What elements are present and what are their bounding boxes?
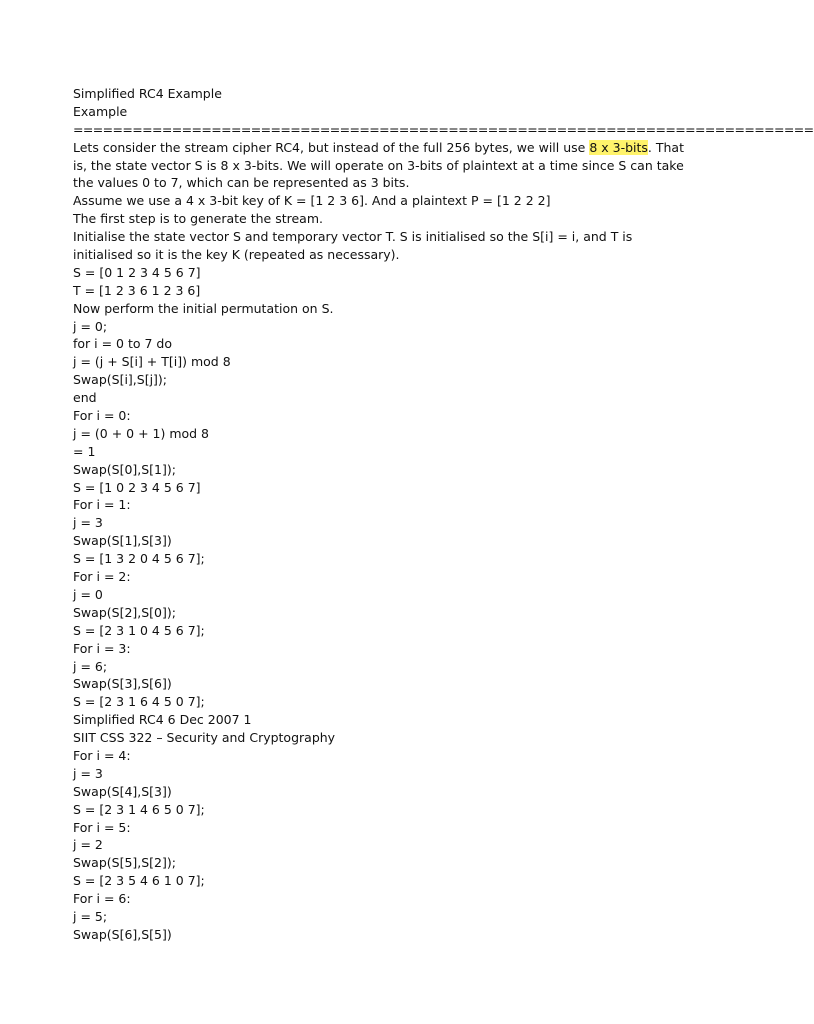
text-line: S = [1 0 2 3 4 5 6 7]: [73, 479, 201, 495]
text-line: Initialise the state vector S and temporary vector T. S is initialised so the S[i] = i, and T is: [73, 229, 633, 245]
text-line: For i = 0:: [73, 408, 131, 424]
text-line: S = [2 3 5 4 6 1 0 7];: [73, 873, 205, 889]
text-line: = 1: [73, 443, 96, 459]
text-line: Now perform the initial permutation on S.: [73, 300, 334, 316]
text-line: j = 0;: [73, 318, 108, 334]
text-line: For i = 6:: [73, 891, 131, 907]
text-line: j = 6;: [73, 658, 108, 674]
intro-text-pre: Lets consider the stream cipher RC4, but instead of the full 256 bytes, we will use: [73, 139, 590, 155]
text-line: for i = 0 to 7 do: [73, 336, 173, 352]
text-line: j = 3: [73, 765, 103, 781]
text-line: Swap(S[3],S[6]): [73, 676, 172, 692]
text-line: SIIT CSS 322 – Security and Cryptography: [73, 730, 336, 746]
text-line: Swap(S[i],S[j]);: [73, 372, 168, 388]
text-line: Swap(S[4],S[3]): [73, 783, 172, 799]
text-line: Simplified RC4 6 Dec 2007 1: [73, 712, 252, 728]
text-line: Swap(S[6],S[5]): [73, 926, 172, 942]
text-line: S = [0 1 2 3 4 5 6 7]: [73, 264, 201, 280]
text-line: S = [1 3 2 0 4 5 6 7];: [73, 551, 205, 567]
text-line: j = 2: [73, 837, 103, 853]
intro-line-3: the values 0 to 7, which can be represented as 3 bits.: [73, 175, 410, 191]
document-subtitle: Example: [73, 103, 128, 119]
text-line: For i = 5:: [73, 819, 131, 835]
text-line: initialised so it is the key K (repeated as necessary).: [73, 247, 400, 263]
text-line: For i = 3:: [73, 640, 131, 656]
text-line: Swap(S[5],S[2]);: [73, 855, 176, 871]
text-line: T = [1 2 3 6 1 2 3 6]: [73, 282, 201, 298]
text-line: For i = 4:: [73, 747, 131, 763]
text-line: end: [73, 390, 97, 406]
document-title: Simplified RC4 Example: [73, 86, 222, 101]
text-line: S = [2 3 1 4 6 5 0 7];: [73, 801, 205, 817]
document-body: [73, 85, 814, 944]
text-line: S = [2 3 1 6 4 5 0 7];: [73, 694, 205, 710]
text-line: Swap(S[0],S[1]);: [73, 461, 176, 477]
text-line: Assume we use a 4 x 3-bit key of K = [1 2 3 6]. And a plaintext P = [1 2 2 2]: [73, 193, 551, 209]
text-line: For i = 1:: [73, 497, 131, 513]
highlighted-text: 8 x 3-bits: [589, 139, 648, 155]
separator-line: ===========================================================================: [73, 121, 814, 137]
text-line: j = (0 + 0 + 1) mod 8: [73, 425, 210, 441]
intro-line-1: [73, 139, 693, 157]
text-line: j = (j + S[i] + T[i]) mod 8: [73, 354, 231, 370]
intro-line-2: is, the state vector S is 8 x 3-bits. We will operate on 3-bits of plaintext at a time since S can take: [73, 157, 684, 173]
body-lines: [73, 192, 693, 943]
text-line: j = 0: [73, 586, 103, 602]
text-line: j = 5;: [73, 908, 108, 924]
text-line: Swap(S[1],S[3]): [73, 533, 172, 549]
intro-text-post: . That: [647, 139, 684, 155]
text-line: The first step is to generate the stream.: [73, 211, 323, 227]
text-line: j = 3: [73, 515, 103, 531]
text-line: For i = 2:: [73, 569, 131, 585]
text-line: S = [2 3 1 0 4 5 6 7];: [73, 622, 205, 638]
text-line: Swap(S[2],S[0]);: [73, 604, 176, 620]
